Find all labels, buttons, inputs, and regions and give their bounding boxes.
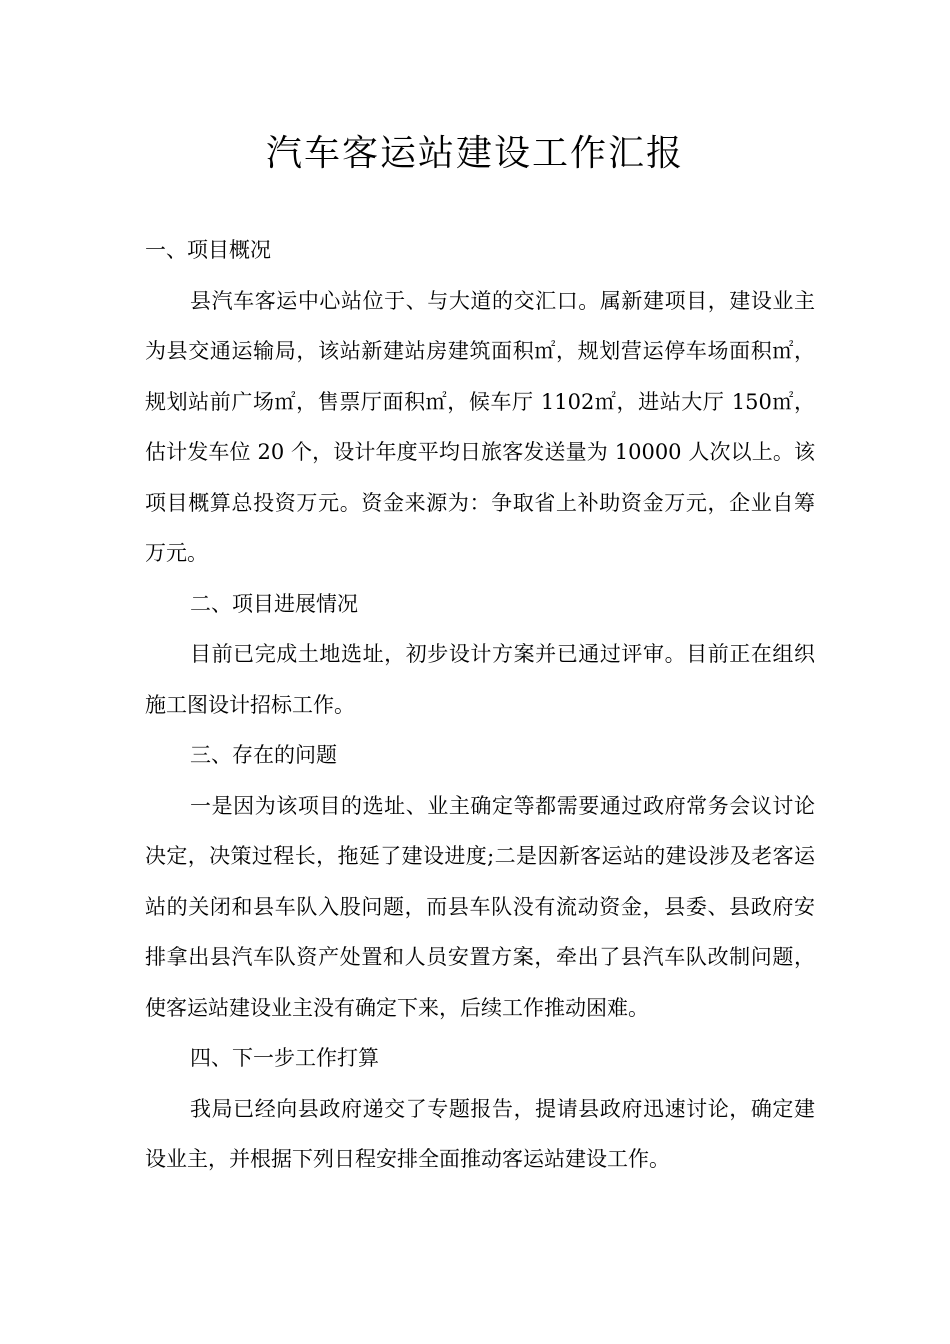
section-heading-progress: 二、项目进展情况 [190,591,358,616]
paragraph-next-steps: 我局已经向县政府递交了专题报告，提请县政府迅速讨论，确定建设业主，并根据下列日程安排全面推动客运站建设工作。 [145,1096,815,1171]
section-heading-overview: 一、项目概况 [145,238,271,262]
paragraph-progress: 目前已完成土地选址，初步设计方案并已通过评审。目前正在组织施工图设计招标工作。 [145,642,815,717]
document-body [145,225,815,1185]
paragraph-overview: 县汽车客运中心站位于、与大道的交汇口。属新建项目，建设业主为县交通运输局，该站新建站房建筑面积㎡，规划营运停车场面积㎡，规划站前广场㎡，售票厅面积㎡，候车厅 1102㎡，进站大厅 150㎡，估计发车位 20 个，设计年度平均日旅客发送量为 10000 人次以上。该项目概算总投资万元。资金来源为：争取省上补助资金万元，企业自筹万元。 [145,288,815,565]
section-heading-problems: 三、存在的问题 [190,743,337,767]
section-heading-next-steps: 四、下一步工作打算 [190,1046,379,1070]
paragraph-problems: 一是因为该项目的选址、业主确定等都需要通过政府常务会议讨论决定，决策过程长，拖延了建设进度;二是因新客运站的建设涉及老客运站的关闭和县车队入股问题，而县车队没有流动资金，县委、县政府安排拿出县汽车队资产处置和人员安置方案，牵出了县汽车队改制问题，使客运站建设业主没有确定下来，后续工作推动困难。 [145,793,815,1020]
document-title: 汽车客运站建设工作汇报 [265,133,684,174]
